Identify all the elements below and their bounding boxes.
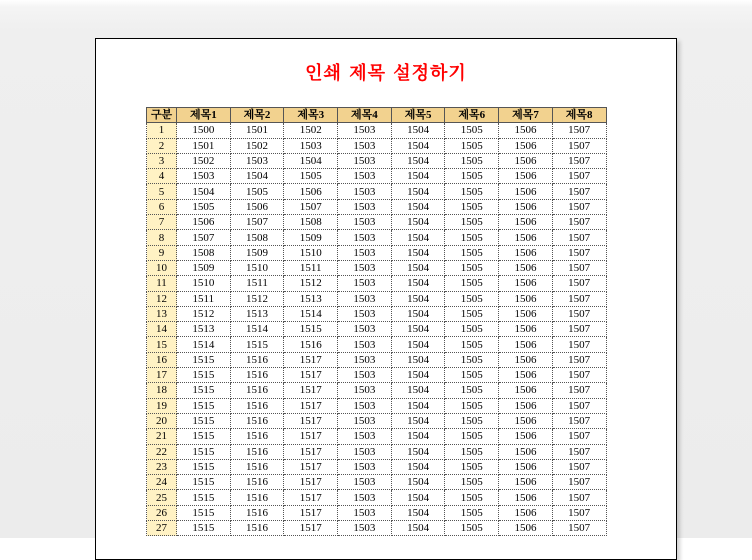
table-cell: 1503 xyxy=(338,444,392,459)
row-index-cell: 15 xyxy=(147,337,177,352)
table-row xyxy=(147,153,607,168)
table-cell: 1504 xyxy=(391,276,445,291)
table-cell: 1512 xyxy=(284,276,338,291)
table-cell: 1507 xyxy=(552,199,606,214)
table-cell: 1505 xyxy=(445,306,499,321)
table-row xyxy=(147,138,607,153)
table-cell: 1506 xyxy=(499,199,553,214)
table-cell: 1504 xyxy=(391,368,445,383)
table-cell: 1505 xyxy=(445,368,499,383)
table-cell: 1506 xyxy=(499,398,553,413)
table-row xyxy=(147,291,607,306)
table-cell: 1505 xyxy=(445,260,499,275)
row-index-cell: 1 xyxy=(147,123,177,138)
table-cell: 1515 xyxy=(177,429,231,444)
column-header-7: 제목7 xyxy=(499,108,553,123)
table-cell: 1503 xyxy=(338,169,392,184)
table-cell: 1503 xyxy=(338,138,392,153)
table-cell: 1506 xyxy=(284,184,338,199)
table-cell: 1516 xyxy=(230,398,284,413)
table-cell: 1505 xyxy=(445,199,499,214)
table-cell: 1504 xyxy=(391,444,445,459)
table-cell: 1507 xyxy=(552,444,606,459)
table-cell: 1515 xyxy=(177,413,231,428)
column-header-index: 구분 xyxy=(147,108,177,123)
table-cell: 1514 xyxy=(177,337,231,352)
table-cell: 1515 xyxy=(177,383,231,398)
table-cell: 1505 xyxy=(445,230,499,245)
row-index-cell: 11 xyxy=(147,276,177,291)
table-cell: 1504 xyxy=(391,475,445,490)
table-row xyxy=(147,444,607,459)
table-cell: 1503 xyxy=(338,322,392,337)
table-cell: 1504 xyxy=(391,306,445,321)
table-cell: 1516 xyxy=(230,490,284,505)
table-cell: 1516 xyxy=(230,429,284,444)
table-row xyxy=(147,276,607,291)
table-cell: 1507 xyxy=(552,260,606,275)
table-cell: 1507 xyxy=(552,459,606,474)
row-index-cell: 27 xyxy=(147,521,177,536)
table-cell: 1505 xyxy=(445,429,499,444)
table-cell: 1507 xyxy=(552,153,606,168)
table-cell: 1505 xyxy=(445,459,499,474)
table-cell: 1504 xyxy=(391,490,445,505)
table-cell: 1517 xyxy=(284,505,338,520)
table-cell: 1515 xyxy=(284,322,338,337)
table-cell: 1505 xyxy=(445,398,499,413)
table-cell: 1505 xyxy=(284,169,338,184)
table-cell: 1503 xyxy=(338,306,392,321)
table-cell: 1503 xyxy=(338,475,392,490)
table-cell: 1502 xyxy=(177,153,231,168)
table-cell: 1506 xyxy=(499,337,553,352)
row-index-cell: 14 xyxy=(147,322,177,337)
table-cell: 1505 xyxy=(445,245,499,260)
table-cell: 1505 xyxy=(445,169,499,184)
table-cell: 1506 xyxy=(499,475,553,490)
table-cell: 1503 xyxy=(338,276,392,291)
table-cell: 1504 xyxy=(391,383,445,398)
table-cell: 1503 xyxy=(338,459,392,474)
table-cell: 1503 xyxy=(284,138,338,153)
row-index-cell: 3 xyxy=(147,153,177,168)
table-cell: 1516 xyxy=(230,383,284,398)
table-cell: 1507 xyxy=(552,398,606,413)
row-index-cell: 9 xyxy=(147,245,177,260)
table-cell: 1514 xyxy=(230,322,284,337)
table-cell: 1504 xyxy=(391,429,445,444)
table-cell: 1503 xyxy=(338,123,392,138)
table-cell: 1503 xyxy=(338,413,392,428)
table-row xyxy=(147,337,607,352)
table-cell: 1506 xyxy=(499,429,553,444)
table-cell: 1503 xyxy=(338,398,392,413)
table-cell: 1516 xyxy=(284,337,338,352)
row-index-cell: 26 xyxy=(147,505,177,520)
table-cell: 1506 xyxy=(499,306,553,321)
table-cell: 1507 xyxy=(177,230,231,245)
table-cell: 1507 xyxy=(552,475,606,490)
table-cell: 1503 xyxy=(338,215,392,230)
table-cell: 1503 xyxy=(338,352,392,367)
table-cell: 1517 xyxy=(284,459,338,474)
table-cell: 1517 xyxy=(284,413,338,428)
table-cell: 1504 xyxy=(391,521,445,536)
table-cell: 1506 xyxy=(177,215,231,230)
table-cell: 1505 xyxy=(445,276,499,291)
table-cell: 1507 xyxy=(552,505,606,520)
table-cell: 1507 xyxy=(552,337,606,352)
table-cell: 1503 xyxy=(338,153,392,168)
table-cell: 1506 xyxy=(499,505,553,520)
table-cell: 1504 xyxy=(391,184,445,199)
table-cell: 1506 xyxy=(499,215,553,230)
table-cell: 1503 xyxy=(338,184,392,199)
table-cell: 1516 xyxy=(230,475,284,490)
table-cell: 1504 xyxy=(391,459,445,474)
table-cell: 1502 xyxy=(284,123,338,138)
table-cell: 1507 xyxy=(552,521,606,536)
table-cell: 1513 xyxy=(177,322,231,337)
table-row xyxy=(147,352,607,367)
row-index-cell: 4 xyxy=(147,169,177,184)
table-cell: 1515 xyxy=(177,490,231,505)
table-cell: 1512 xyxy=(177,306,231,321)
table-cell: 1506 xyxy=(499,413,553,428)
data-table xyxy=(146,107,607,536)
table-cell: 1501 xyxy=(230,123,284,138)
table-cell: 1507 xyxy=(552,215,606,230)
table-cell: 1511 xyxy=(284,260,338,275)
table-cell: 1515 xyxy=(177,368,231,383)
row-index-cell: 19 xyxy=(147,398,177,413)
table-row xyxy=(147,123,607,138)
table-cell: 1501 xyxy=(177,138,231,153)
table-cell: 1516 xyxy=(230,413,284,428)
table-row xyxy=(147,322,607,337)
table-cell: 1504 xyxy=(391,123,445,138)
table-cell: 1507 xyxy=(552,383,606,398)
table-cell: 1506 xyxy=(499,521,553,536)
table-cell: 1505 xyxy=(445,123,499,138)
table-cell: 1506 xyxy=(499,352,553,367)
table-cell: 1505 xyxy=(445,383,499,398)
table-cell: 1516 xyxy=(230,352,284,367)
table-cell: 1514 xyxy=(284,306,338,321)
table-cell: 1503 xyxy=(338,337,392,352)
table-cell: 1507 xyxy=(552,322,606,337)
table-row xyxy=(147,490,607,505)
table-cell: 1500 xyxy=(177,123,231,138)
table-cell: 1503 xyxy=(338,199,392,214)
table-cell: 1506 xyxy=(499,444,553,459)
table-cell: 1510 xyxy=(284,245,338,260)
table-cell: 1515 xyxy=(177,475,231,490)
table-cell: 1516 xyxy=(230,444,284,459)
table-row xyxy=(147,199,607,214)
print-preview-page xyxy=(95,38,677,560)
table-cell: 1509 xyxy=(177,260,231,275)
table-cell: 1517 xyxy=(284,475,338,490)
row-index-cell: 17 xyxy=(147,368,177,383)
table-row xyxy=(147,398,607,413)
table-row xyxy=(147,184,607,199)
table-cell: 1506 xyxy=(499,383,553,398)
table-cell: 1515 xyxy=(230,337,284,352)
table-cell: 1505 xyxy=(445,521,499,536)
table-cell: 1505 xyxy=(445,413,499,428)
toolbar-edge xyxy=(0,0,752,8)
table-cell: 1511 xyxy=(230,276,284,291)
table-cell: 1507 xyxy=(552,368,606,383)
table-row xyxy=(147,169,607,184)
column-header-3: 제목3 xyxy=(284,108,338,123)
table-cell: 1503 xyxy=(338,245,392,260)
table-cell: 1507 xyxy=(552,184,606,199)
table-row xyxy=(147,505,607,520)
column-header-2: 제목2 xyxy=(230,108,284,123)
row-index-cell: 13 xyxy=(147,306,177,321)
table-row xyxy=(147,413,607,428)
column-header-8: 제목8 xyxy=(552,108,606,123)
table-cell: 1504 xyxy=(391,398,445,413)
table-cell: 1503 xyxy=(338,291,392,306)
table-cell: 1516 xyxy=(230,505,284,520)
row-index-cell: 24 xyxy=(147,475,177,490)
table-cell: 1503 xyxy=(338,368,392,383)
table-cell: 1505 xyxy=(445,352,499,367)
table-cell: 1502 xyxy=(230,138,284,153)
table-cell: 1505 xyxy=(445,215,499,230)
table-cell: 1503 xyxy=(338,521,392,536)
table-cell: 1508 xyxy=(284,215,338,230)
table-cell: 1504 xyxy=(230,169,284,184)
table-cell: 1507 xyxy=(552,245,606,260)
column-header-4: 제목4 xyxy=(338,108,392,123)
table-row xyxy=(147,245,607,260)
table-cell: 1503 xyxy=(338,260,392,275)
row-index-cell: 23 xyxy=(147,459,177,474)
table-cell: 1513 xyxy=(230,306,284,321)
table-cell: 1504 xyxy=(391,322,445,337)
table-cell: 1515 xyxy=(177,505,231,520)
table-cell: 1506 xyxy=(499,245,553,260)
table-cell: 1504 xyxy=(284,153,338,168)
table-cell: 1506 xyxy=(499,291,553,306)
table-cell: 1505 xyxy=(445,291,499,306)
table-cell: 1507 xyxy=(552,291,606,306)
table-cell: 1506 xyxy=(499,184,553,199)
table-cell: 1506 xyxy=(499,490,553,505)
table-cell: 1504 xyxy=(391,215,445,230)
table-cell: 1506 xyxy=(499,153,553,168)
table-cell: 1503 xyxy=(230,153,284,168)
table-cell: 1517 xyxy=(284,429,338,444)
table-row xyxy=(147,215,607,230)
row-index-cell: 16 xyxy=(147,352,177,367)
table-cell: 1513 xyxy=(284,291,338,306)
table-row xyxy=(147,306,607,321)
row-index-cell: 21 xyxy=(147,429,177,444)
row-index-cell: 2 xyxy=(147,138,177,153)
row-index-cell: 12 xyxy=(147,291,177,306)
table-cell: 1515 xyxy=(177,352,231,367)
table-cell: 1507 xyxy=(552,169,606,184)
table-cell: 1504 xyxy=(391,505,445,520)
column-header-1: 제목1 xyxy=(177,108,231,123)
table-cell: 1503 xyxy=(177,169,231,184)
table-cell: 1505 xyxy=(445,505,499,520)
table-cell: 1504 xyxy=(391,291,445,306)
table-cell: 1511 xyxy=(177,291,231,306)
table-cell: 1515 xyxy=(177,398,231,413)
column-header-6: 제목6 xyxy=(445,108,499,123)
row-index-cell: 7 xyxy=(147,215,177,230)
table-cell: 1504 xyxy=(391,337,445,352)
row-index-cell: 25 xyxy=(147,490,177,505)
table-cell: 1516 xyxy=(230,459,284,474)
table-cell: 1505 xyxy=(445,444,499,459)
table-cell: 1506 xyxy=(230,199,284,214)
table-cell: 1516 xyxy=(230,368,284,383)
table-cell: 1504 xyxy=(391,413,445,428)
table-row xyxy=(147,475,607,490)
table-cell: 1503 xyxy=(338,505,392,520)
table-cell: 1517 xyxy=(284,368,338,383)
table-cell: 1505 xyxy=(230,184,284,199)
table-cell: 1507 xyxy=(552,276,606,291)
table-cell: 1508 xyxy=(177,245,231,260)
table-row xyxy=(147,459,607,474)
table-cell: 1507 xyxy=(552,413,606,428)
table-cell: 1515 xyxy=(177,459,231,474)
table-cell: 1505 xyxy=(445,475,499,490)
table-cell: 1507 xyxy=(552,306,606,321)
table-cell: 1516 xyxy=(230,521,284,536)
table-cell: 1507 xyxy=(552,138,606,153)
table-row xyxy=(147,230,607,245)
table-cell: 1503 xyxy=(338,490,392,505)
table-cell: 1503 xyxy=(338,383,392,398)
table-cell: 1503 xyxy=(338,230,392,245)
table-cell: 1505 xyxy=(445,322,499,337)
table-cell: 1505 xyxy=(177,199,231,214)
table-cell: 1506 xyxy=(499,230,553,245)
table-cell: 1506 xyxy=(499,123,553,138)
table-cell: 1504 xyxy=(177,184,231,199)
table-cell: 1507 xyxy=(552,230,606,245)
table-row xyxy=(147,368,607,383)
table-cell: 1504 xyxy=(391,199,445,214)
row-index-cell: 18 xyxy=(147,383,177,398)
table-cell: 1507 xyxy=(552,429,606,444)
table-cell: 1504 xyxy=(391,138,445,153)
row-index-cell: 8 xyxy=(147,230,177,245)
table-row xyxy=(147,383,607,398)
table-cell: 1504 xyxy=(391,245,445,260)
table-cell: 1506 xyxy=(499,260,553,275)
table-cell: 1505 xyxy=(445,184,499,199)
table-cell: 1505 xyxy=(445,153,499,168)
table-cell: 1517 xyxy=(284,352,338,367)
table-cell: 1506 xyxy=(499,276,553,291)
table-cell: 1510 xyxy=(177,276,231,291)
table-row xyxy=(147,521,607,536)
table-cell: 1507 xyxy=(552,352,606,367)
table-cell: 1506 xyxy=(499,322,553,337)
table-row xyxy=(147,429,607,444)
row-index-cell: 20 xyxy=(147,413,177,428)
table-cell: 1517 xyxy=(284,398,338,413)
table-cell: 1506 xyxy=(499,138,553,153)
table-cell: 1503 xyxy=(338,429,392,444)
table-cell: 1510 xyxy=(230,260,284,275)
table-cell: 1515 xyxy=(177,444,231,459)
table-cell: 1507 xyxy=(552,123,606,138)
row-index-cell: 5 xyxy=(147,184,177,199)
table-row xyxy=(147,260,607,275)
row-index-cell: 6 xyxy=(147,199,177,214)
table-cell: 1517 xyxy=(284,383,338,398)
page-title: 인쇄 제목 설정하기 xyxy=(305,63,467,84)
table-header-row xyxy=(147,108,607,123)
table-cell: 1506 xyxy=(499,169,553,184)
table-cell: 1517 xyxy=(284,490,338,505)
table-cell: 1505 xyxy=(445,490,499,505)
row-index-cell: 10 xyxy=(147,260,177,275)
table-cell: 1504 xyxy=(391,153,445,168)
table-cell: 1504 xyxy=(391,169,445,184)
table-cell: 1517 xyxy=(284,521,338,536)
table-cell: 1515 xyxy=(177,521,231,536)
table-cell: 1504 xyxy=(391,352,445,367)
table-cell: 1505 xyxy=(445,138,499,153)
table-cell: 1507 xyxy=(230,215,284,230)
table-cell: 1505 xyxy=(445,337,499,352)
row-index-cell: 22 xyxy=(147,444,177,459)
table-cell: 1509 xyxy=(284,230,338,245)
table-cell: 1517 xyxy=(284,444,338,459)
table-cell: 1512 xyxy=(230,291,284,306)
table-cell: 1507 xyxy=(284,199,338,214)
table-cell: 1504 xyxy=(391,260,445,275)
column-header-5: 제목5 xyxy=(391,108,445,123)
table-cell: 1506 xyxy=(499,368,553,383)
table-cell: 1509 xyxy=(230,245,284,260)
table-cell: 1508 xyxy=(230,230,284,245)
table-cell: 1504 xyxy=(391,230,445,245)
table-cell: 1506 xyxy=(499,459,553,474)
table-cell: 1507 xyxy=(552,490,606,505)
